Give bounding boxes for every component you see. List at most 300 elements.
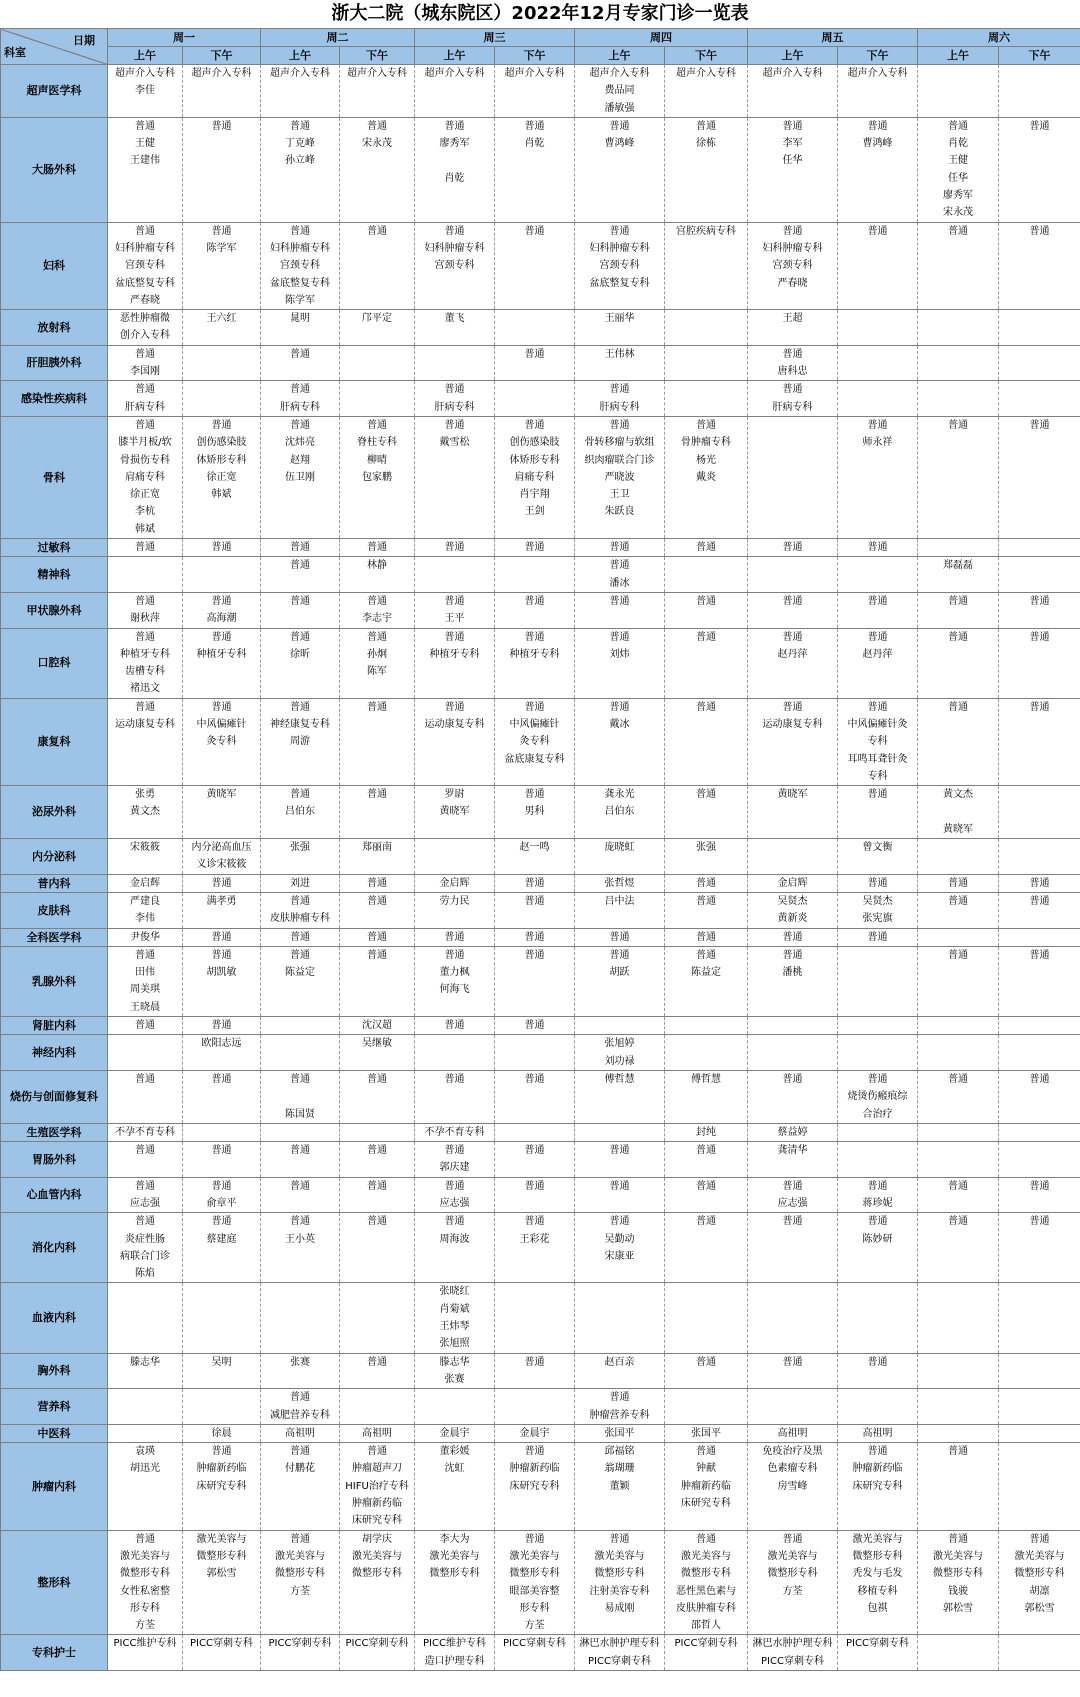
schedule-cell: 普通 — [665, 786, 748, 839]
schedule-cell: 普通 肿瘤新药临 床研究专科 — [183, 1443, 261, 1530]
schedule-cell: 吴贤杰 黄新炎 — [748, 892, 838, 928]
schedule-cell: 普通 种植牙专科 — [183, 628, 261, 698]
schedule-cell: 庞晓虹 — [575, 839, 665, 875]
schedule-cell: 普通 激光美容与 微整形专科 钱骏 郭松雪 — [918, 1530, 999, 1635]
schedule-cell — [183, 557, 261, 593]
schedule-cell: 林静 — [340, 557, 415, 593]
schedule-cell: 黄晓军 — [748, 786, 838, 839]
schedule-cell: 普通 — [340, 1070, 415, 1123]
table-body — [1, 65, 1080, 1671]
schedule-cell — [415, 557, 495, 593]
schedule-cell: 高祖明 — [261, 1424, 340, 1442]
schedule-cell: 普通 徐昕 — [261, 628, 340, 698]
schedule-cell: 吴继敏 — [340, 1035, 415, 1071]
schedule-cell: 激光美容与 微整形专科 郭松雪 — [183, 1530, 261, 1635]
schedule-cell: 普通 付鹏花 — [261, 1443, 340, 1530]
schedule-cell: 普通 俞章平 — [183, 1177, 261, 1213]
schedule-cell: 普通 — [340, 874, 415, 892]
schedule-cell: 欧阳志远 — [183, 1035, 261, 1071]
schedule-cell: 张强 — [665, 839, 748, 875]
schedule-cell: 赵一鸣 — [495, 839, 575, 875]
schedule-cell: 普通 中风偏瘫针灸 专科 耳鸣耳聋针灸 专科 — [838, 698, 918, 785]
schedule-cell — [340, 345, 415, 381]
schedule-cell: 普通 潘冰 — [575, 557, 665, 593]
pm-header: 下午 — [665, 47, 748, 65]
schedule-cell — [575, 1017, 665, 1035]
department-cell: 营养科 — [1, 1389, 108, 1425]
schedule-cell: 刘进 — [261, 874, 340, 892]
schedule-cell: 普通 — [261, 539, 340, 557]
schedule-cell: 普通 — [340, 1213, 415, 1283]
schedule-cell: 普通 — [495, 1353, 575, 1389]
schedule-cell — [999, 539, 1080, 557]
schedule-cell — [495, 381, 575, 417]
day-header: 周四 — [575, 29, 748, 47]
department-cell: 全科医学科 — [1, 928, 108, 946]
schedule-cell: 普通 戴雪松 — [415, 416, 495, 538]
schedule-cell: 普通 — [838, 786, 918, 839]
schedule-cell: 淋巴水肿护理专科 PICC穿刺专科 — [575, 1635, 665, 1671]
table-header — [1, 29, 1080, 65]
schedule-cell — [415, 839, 495, 875]
pm-header: 下午 — [838, 47, 918, 65]
schedule-cell: 淋巴水肿护理专科 PICC穿刺专科 — [748, 1635, 838, 1671]
schedule-cell: 普通 肿瘤新药临 床研究专科 — [838, 1443, 918, 1530]
schedule-cell — [748, 839, 838, 875]
schedule-cell — [183, 1283, 261, 1353]
schedule-cell: 劳力民 — [415, 892, 495, 928]
schedule-cell: 普通 陈国贤 — [261, 1070, 340, 1123]
schedule-cell: 普通 肝病专科 — [261, 381, 340, 417]
schedule-cell — [108, 1389, 183, 1425]
department-cell: 甲状腺外科 — [1, 592, 108, 628]
schedule-cell: 普通 运动康复专科 — [748, 698, 838, 785]
table-row — [1, 1389, 1080, 1425]
schedule-cell — [748, 416, 838, 538]
schedule-cell: 普通 — [261, 1177, 340, 1213]
day-header: 周三 — [415, 29, 575, 47]
schedule-cell: 普通 炎症性肠 病联合门诊 陈焰 — [108, 1213, 183, 1283]
schedule-cell: 蔡益婷 — [748, 1123, 838, 1141]
schedule-cell: 普通 肿瘤超声刀 HIFU治疗专科 肿瘤新药临 床研究专科 — [340, 1443, 415, 1530]
schedule-cell: 曾文衡 — [838, 839, 918, 875]
schedule-cell: 普通 妇科肿瘤专科 宫颈专科 盆底整复专科 严春晓 — [108, 222, 183, 309]
schedule-cell: 普通 廖秀军 肖乾 — [415, 117, 495, 222]
department-cell: 生殖医学科 — [1, 1123, 108, 1141]
schedule-cell: 普通 — [261, 557, 340, 593]
schedule-cell: 普通 创伤感染肢 体矫形专科 徐正宽 韩斌 — [183, 416, 261, 538]
schedule-cell: 普通 — [838, 1353, 918, 1389]
schedule-cell: 普通 — [838, 539, 918, 557]
table-row — [1, 874, 1080, 892]
schedule-cell: 普通 应志强 — [415, 1177, 495, 1213]
schedule-cell — [918, 928, 999, 946]
schedule-cell: 傅哲慧 — [665, 1070, 748, 1123]
schedule-cell — [748, 557, 838, 593]
schedule-cell: 普通 — [918, 698, 999, 785]
schedule-cell: 普通 运动康复专科 — [108, 698, 183, 785]
schedule-cell: 普通 刘炜 — [575, 628, 665, 698]
schedule-cell — [108, 557, 183, 593]
schedule-cell: 普通 胡跃 — [575, 946, 665, 1016]
schedule-cell: 普通 骨转移瘤与软组 织肉瘤联合门诊 严晓波 王卫 朱跃良 — [575, 416, 665, 538]
schedule-cell — [575, 1283, 665, 1353]
schedule-cell: 普通 肝病专科 — [415, 381, 495, 417]
schedule-cell — [918, 1017, 999, 1035]
schedule-cell — [999, 1283, 1080, 1353]
table-row — [1, 839, 1080, 875]
schedule-cell: 普通 周海波 — [415, 1213, 495, 1283]
schedule-cell: 普通 肝病专科 — [108, 381, 183, 417]
schedule-cell — [999, 1443, 1080, 1530]
table-row — [1, 416, 1080, 538]
day-header: 周五 — [748, 29, 918, 47]
schedule-cell: 普通 — [918, 592, 999, 628]
schedule-cell: 赵百亲 — [575, 1353, 665, 1389]
schedule-cell: 普通 — [999, 222, 1080, 309]
corner-date-label: 日期 — [73, 34, 95, 47]
schedule-cell: 普通 — [665, 1353, 748, 1389]
schedule-cell: 普通 — [261, 345, 340, 381]
schedule-cell: 普通 丁克峰 孙立峰 — [261, 117, 340, 222]
schedule-cell: 沈汉超 — [340, 1017, 415, 1035]
page-title: 浙大二院（城东院区）2022年12月专家门诊一览表 — [331, 3, 749, 24]
schedule-cell: 普通 肿瘤营养专科 — [575, 1389, 665, 1425]
department-cell: 肾脏内科 — [1, 1017, 108, 1035]
schedule-cell — [415, 1389, 495, 1425]
schedule-cell: 袁瑛 胡迅光 — [108, 1443, 183, 1530]
schedule-cell: 普通 — [918, 416, 999, 538]
schedule-cell: 金晨宇 — [495, 1424, 575, 1442]
schedule-cell: 普通 田伟 周美琪 王晓晨 — [108, 946, 183, 1016]
schedule-cell — [918, 310, 999, 346]
table-row — [1, 310, 1080, 346]
schedule-cell: 普通 — [261, 1142, 340, 1178]
schedule-cell: 普通 肖乾 王健 任华 廖秀军 宋永茂 — [918, 117, 999, 222]
schedule-cell: 金启辉 — [108, 874, 183, 892]
schedule-cell: 普通 — [918, 946, 999, 1016]
table-row — [1, 592, 1080, 628]
schedule-cell: 普通 沈炜亮 赵翔 伍卫刚 — [261, 416, 340, 538]
schedule-cell: 普通 — [748, 539, 838, 557]
schedule-cell — [495, 310, 575, 346]
table-row — [1, 698, 1080, 785]
schedule-cell — [748, 1017, 838, 1035]
schedule-cell: 张国平 — [665, 1424, 748, 1442]
day-header: 周六 — [918, 29, 1080, 47]
department-cell: 妇科 — [1, 222, 108, 309]
schedule-cell: 普通 烧烫伤瘢痕综 合治疗 — [838, 1070, 918, 1123]
schedule-cell — [918, 1283, 999, 1353]
schedule-cell — [415, 1035, 495, 1071]
schedule-cell: PICC穿刺专科 — [261, 1635, 340, 1671]
schedule-cell — [665, 381, 748, 417]
schedule-cell: 普通 — [108, 1142, 183, 1178]
schedule-cell — [918, 839, 999, 875]
schedule-cell: 普通 蔡建庭 — [183, 1213, 261, 1283]
schedule-cell: 超声介入专科 — [748, 65, 838, 118]
schedule-cell: 普通 谢秋萍 — [108, 592, 183, 628]
schedule-cell: 龚永光 吕伯东 — [575, 786, 665, 839]
schedule-cell: 吕中法 — [575, 892, 665, 928]
schedule-cell: 普通 — [495, 874, 575, 892]
table-row — [1, 1070, 1080, 1123]
schedule-cell — [838, 381, 918, 417]
schedule-cell: 普通 妇科肿瘤专科 宫颈专科 盆底整复专科 — [575, 222, 665, 309]
schedule-cell — [261, 1123, 340, 1141]
schedule-cell: 吴明 — [183, 1353, 261, 1389]
schedule-cell: 普通 中风偏瘫针 灸专科 盆底康复专科 — [495, 698, 575, 785]
schedule-cell: 普通 — [665, 592, 748, 628]
department-cell: 专科护士 — [1, 1635, 108, 1671]
table-row — [1, 1635, 1080, 1671]
schedule-cell — [340, 1283, 415, 1353]
schedule-cell: 普通 — [999, 1213, 1080, 1283]
schedule-cell: 普通 宋永茂 — [340, 117, 415, 222]
schedule-cell: 普通 激光美容与 微整形专科 胡凛 郭松雪 — [999, 1530, 1080, 1635]
schedule-cell: PICC维护专科 造口护理专科 — [415, 1635, 495, 1671]
table-row — [1, 1123, 1080, 1141]
schedule-cell: 普通 胡凯敏 — [183, 946, 261, 1016]
schedule-cell — [665, 557, 748, 593]
corner-cell — [1, 29, 108, 65]
schedule-cell: 普通 妇科肿瘤专科 宫颈专科 严春晓 — [748, 222, 838, 309]
schedule-cell: 超声介入专科 李佳 — [108, 65, 183, 118]
table-row — [1, 1424, 1080, 1442]
schedule-cell: 普通 应志强 — [108, 1177, 183, 1213]
schedule-cell: 王六红 — [183, 310, 261, 346]
table-row — [1, 1177, 1080, 1213]
schedule-cell: 恶性肿瘤微 创介入专科 — [108, 310, 183, 346]
department-cell: 内分泌科 — [1, 839, 108, 875]
schedule-cell: 普通 陈益定 — [665, 946, 748, 1016]
schedule-cell: 普通 — [495, 1142, 575, 1178]
schedule-cell — [838, 1283, 918, 1353]
schedule-cell: 普通 — [575, 928, 665, 946]
schedule-cell: 普通 种植牙专科 — [495, 628, 575, 698]
table-row — [1, 1142, 1080, 1178]
day-header: 周二 — [261, 29, 415, 47]
schedule-cell: 胡学庆 激光美容与 微整形专科 — [340, 1530, 415, 1635]
schedule-cell — [665, 310, 748, 346]
department-cell: 消化内科 — [1, 1213, 108, 1283]
schedule-cell: PICC穿刺专科 — [183, 1635, 261, 1671]
schedule-cell: 普通 — [340, 698, 415, 785]
schedule-cell — [999, 786, 1080, 839]
schedule-cell: 普通 — [495, 222, 575, 309]
schedule-cell: 普通 — [665, 1177, 748, 1213]
schedule-cell — [838, 1123, 918, 1141]
table-row — [1, 1530, 1080, 1635]
schedule-cell: 普通 高海潮 — [183, 592, 261, 628]
schedule-cell: 普通 赵丹萍 — [748, 628, 838, 698]
department-cell: 泌尿外科 — [1, 786, 108, 839]
table-row — [1, 1035, 1080, 1071]
schedule-cell — [918, 65, 999, 118]
schedule-cell: 普通 — [999, 628, 1080, 698]
schedule-cell — [838, 557, 918, 593]
schedule-cell — [665, 1283, 748, 1353]
table-row — [1, 539, 1080, 557]
table-row — [1, 381, 1080, 417]
schedule-cell: 普通 — [340, 928, 415, 946]
department-cell: 神经内科 — [1, 1035, 108, 1071]
schedule-cell: 金启辉 — [748, 874, 838, 892]
schedule-cell: PICC穿刺专科 — [838, 1635, 918, 1671]
schedule-cell — [108, 1035, 183, 1071]
schedule-cell: 普通 曹鸿峰 — [575, 117, 665, 222]
department-cell: 精神科 — [1, 557, 108, 593]
schedule-cell: 普通 膝半月板/软 骨损伤专科 肩痛专科 徐正宽 李杭 韩斌 — [108, 416, 183, 538]
schedule-cell — [999, 1142, 1080, 1178]
schedule-cell — [665, 1035, 748, 1071]
schedule-cell: 普通 戴冰 — [575, 698, 665, 785]
schedule-cell: 超声介入专科 — [340, 65, 415, 118]
schedule-cell — [261, 1035, 340, 1071]
table-row — [1, 786, 1080, 839]
schedule-cell: 普通 — [183, 117, 261, 222]
schedule-cell: 超声介入专科 — [415, 65, 495, 118]
schedule-cell: 邱福铭 翁瑚珊 董颖 — [575, 1443, 665, 1530]
schedule-cell: PICC穿刺专科 — [495, 1635, 575, 1671]
schedule-cell — [748, 1283, 838, 1353]
schedule-cell: 普通 — [340, 946, 415, 1016]
department-cell: 整形科 — [1, 1530, 108, 1635]
schedule-cell — [748, 1035, 838, 1071]
schedule-cell: 王伟林 — [575, 345, 665, 381]
schedule-cell: 普通 — [838, 928, 918, 946]
schedule-cell: 普通 种植牙专科 — [415, 628, 495, 698]
schedule-cell: 普通 — [838, 592, 918, 628]
pm-header: 下午 — [999, 47, 1080, 65]
schedule-cell: 普通 王小英 — [261, 1213, 340, 1283]
schedule-cell: 普通 — [495, 946, 575, 1016]
schedule-cell: 普通 孙炯 陈军 — [340, 628, 415, 698]
schedule-cell: 普通 钟献 肿瘤新药临 床研究专科 — [665, 1443, 748, 1530]
schedule-cell: 普通 减肥营养专科 — [261, 1389, 340, 1425]
schedule-cell — [999, 557, 1080, 593]
schedule-cell: 普通 激光美容与 微整形专科 注射美容专科 易成刚 — [575, 1530, 665, 1635]
schedule-cell — [918, 1123, 999, 1141]
schedule-cell: 龚清华 — [748, 1142, 838, 1178]
schedule-cell: 普通 — [261, 592, 340, 628]
schedule-cell — [495, 1283, 575, 1353]
schedule-cell: 普通 — [999, 416, 1080, 538]
schedule-cell: 普通 皮肤肿瘤专科 — [261, 892, 340, 928]
department-cell: 胃肠外科 — [1, 1142, 108, 1178]
schedule-cell: 金晨宇 — [415, 1424, 495, 1442]
schedule-cell — [918, 1035, 999, 1071]
schedule-cell: 普通 蒋珍妮 — [838, 1177, 918, 1213]
schedule-cell: 普通 激光美容与 微整形专科 女性私密整 形专科 方荃 — [108, 1530, 183, 1635]
schedule-cell — [495, 1035, 575, 1071]
schedule-cell: 普通 唐科忠 — [748, 345, 838, 381]
schedule-cell: 普通 — [748, 592, 838, 628]
schedule-cell: 罗尉 黄晓军 — [415, 786, 495, 839]
department-cell: 烧伤与创面修复科 — [1, 1070, 108, 1123]
schedule-cell — [495, 1389, 575, 1425]
schedule-cell: 董彩媛 沈虹 — [415, 1443, 495, 1530]
schedule-cell — [999, 345, 1080, 381]
schedule-cell: 普通 — [999, 874, 1080, 892]
schedule-cell: 普通 — [918, 1213, 999, 1283]
pm-header: 下午 — [495, 47, 575, 65]
schedule-cell — [838, 1035, 918, 1071]
schedule-cell: 董飞 — [415, 310, 495, 346]
schedule-cell: 高祖明 — [340, 1424, 415, 1442]
schedule-cell: 普通 — [340, 1177, 415, 1213]
day-header: 周一 — [108, 29, 261, 47]
schedule-cell: 普通 妇科肿瘤专科 宫颈专科 — [415, 222, 495, 309]
schedule-cell: 不孕不育专科 — [108, 1123, 183, 1141]
schedule-cell: 普通 — [340, 1353, 415, 1389]
schedule-cell: 普通 创伤感染肢 体矫形专科 肩痛专科 肖宇翔 王剑 — [495, 416, 575, 538]
schedule-cell — [665, 1389, 748, 1425]
schedule-cell — [183, 381, 261, 417]
schedule-cell — [183, 345, 261, 381]
schedule-cell — [838, 345, 918, 381]
schedule-cell: 普通 李志宇 — [340, 592, 415, 628]
table-row — [1, 65, 1080, 118]
department-cell: 康复科 — [1, 698, 108, 785]
am-header: 上午 — [575, 47, 665, 65]
schedule-cell — [999, 1035, 1080, 1071]
schedule-cell: 普通 应志强 — [748, 1177, 838, 1213]
schedule-cell: 超声介入专科 — [495, 65, 575, 118]
schedule-cell: 普通 肝病专科 — [575, 381, 665, 417]
schedule-cell: 普通 — [665, 698, 748, 785]
schedule-cell: 普通 徐栋 — [665, 117, 748, 222]
schedule-cell: 普通 — [495, 1017, 575, 1035]
department-cell: 心血管内科 — [1, 1177, 108, 1213]
schedule-cell: 吴贤杰 张宪旗 — [838, 892, 918, 928]
schedule-cell: 普通 — [918, 628, 999, 698]
schedule-cell: 不孕不育专科 — [415, 1123, 495, 1141]
schedule-cell: 普通 — [665, 928, 748, 946]
schedule-cell — [838, 310, 918, 346]
schedule-cell: 普通 激光美容与 微整形专科 方荃 — [261, 1530, 340, 1635]
schedule-cell: 普通 — [495, 1070, 575, 1123]
schedule-cell — [838, 1142, 918, 1178]
schedule-cell: 普通 李军 任华 — [748, 117, 838, 222]
schedule-cell: 普通 — [495, 345, 575, 381]
schedule-cell — [665, 1017, 748, 1035]
schedule-cell: 普通 — [575, 539, 665, 557]
schedule-cell: 普通 — [999, 946, 1080, 1016]
schedule-cell: 王超 — [748, 310, 838, 346]
schedule-cell: 高祖明 — [748, 1424, 838, 1442]
schedule-cell — [495, 557, 575, 593]
schedule-cell — [918, 539, 999, 557]
schedule-cell: 普通 肖乾 — [495, 117, 575, 222]
schedule-cell: 普通 — [495, 592, 575, 628]
schedule-cell — [918, 1389, 999, 1425]
schedule-cell: 普通 — [261, 928, 340, 946]
schedule-cell: 普通 — [748, 928, 838, 946]
schedule-cell — [575, 1123, 665, 1141]
schedule-cell: 普通 脊柱专科 柳晴 包家鹏 — [340, 416, 415, 538]
schedule-cell: 邝平定 — [340, 310, 415, 346]
schedule-cell: 普通 — [340, 222, 415, 309]
schedule-cell: 普通 王平 — [415, 592, 495, 628]
schedule-cell: 普通 神经康复专科 周游 — [261, 698, 340, 785]
schedule-cell: 张勇 黄文杰 — [108, 786, 183, 839]
schedule-cell: 免疫治疗及黑 色素瘤专科 房雪峰 — [748, 1443, 838, 1530]
schedule-cell: 普通 — [999, 892, 1080, 928]
schedule-cell: 普通 — [999, 698, 1080, 785]
schedule-cell: 张赛 — [261, 1353, 340, 1389]
schedule-cell: 普通 — [340, 786, 415, 839]
